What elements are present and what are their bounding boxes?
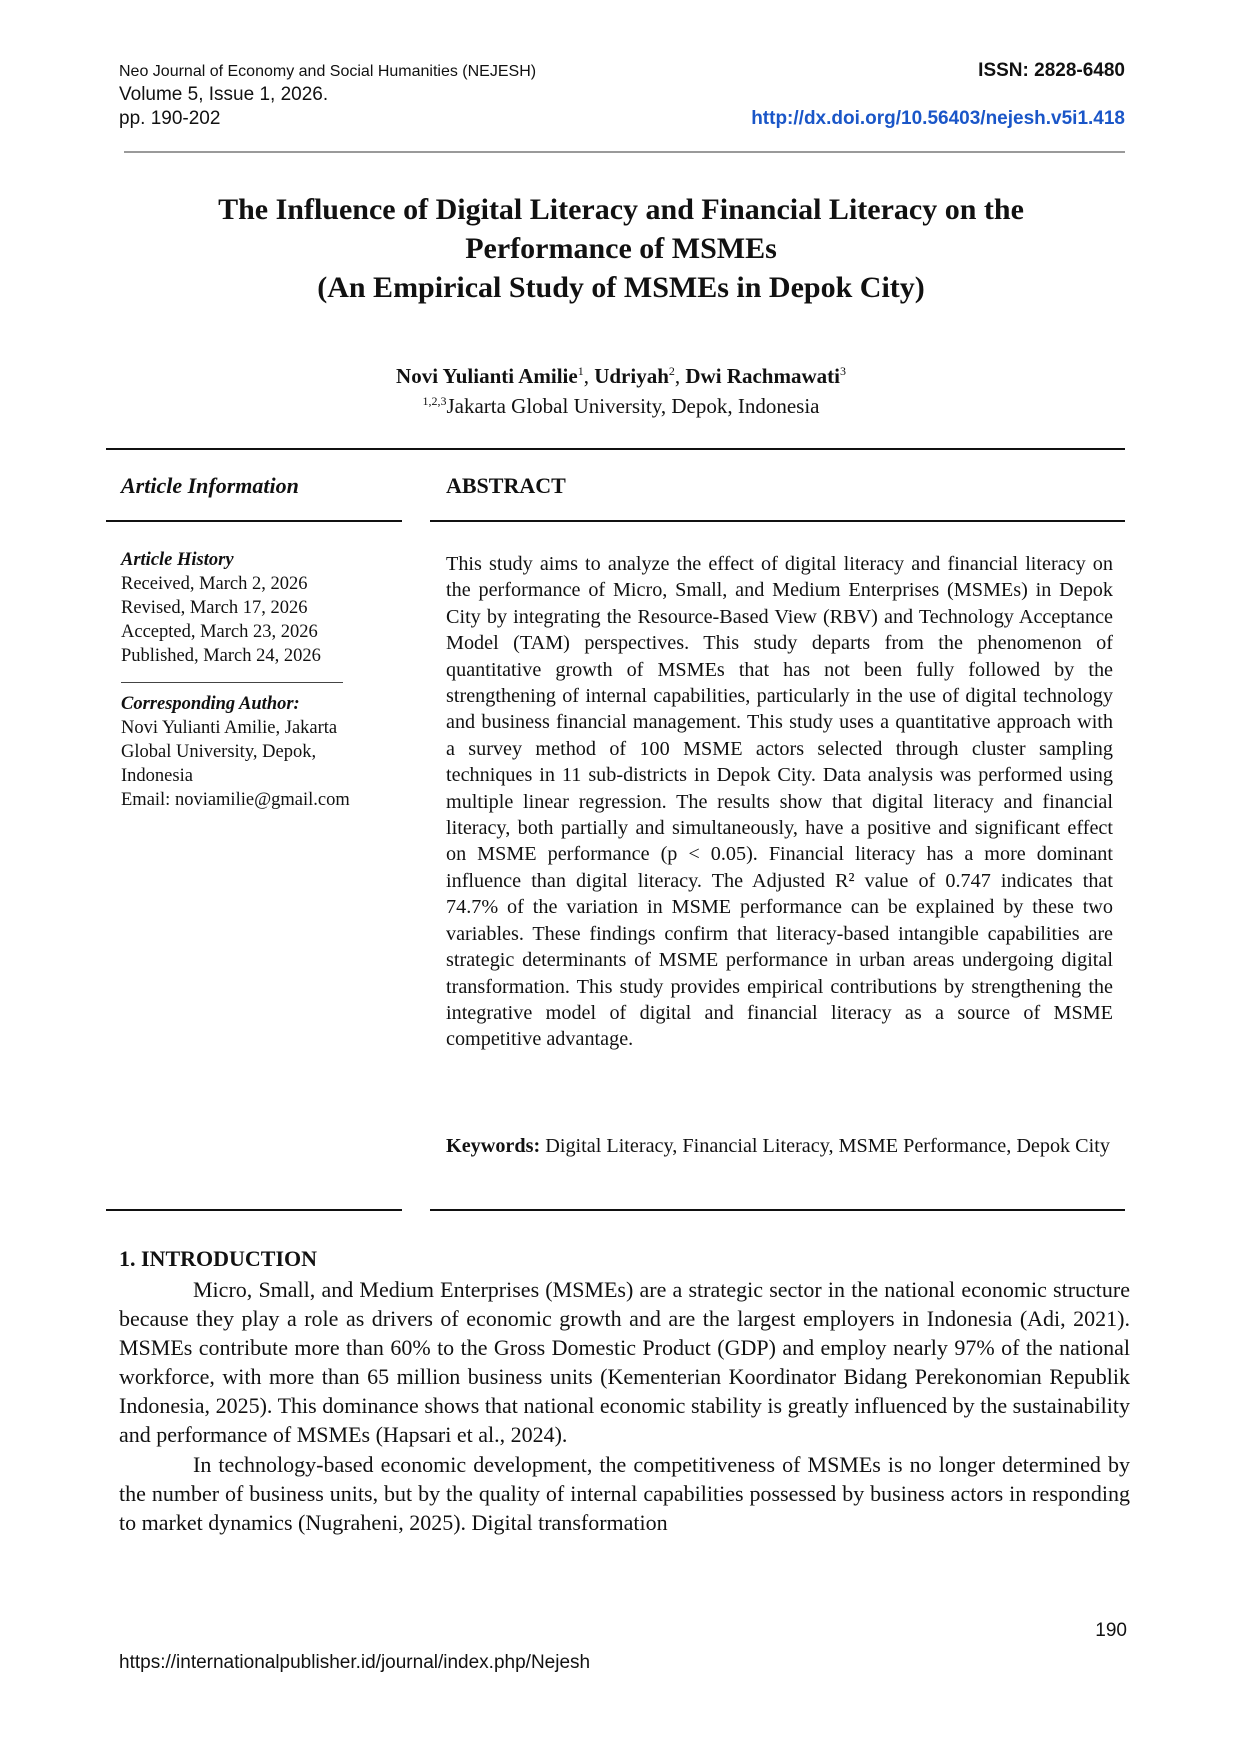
page-range: pp. 190-202 <box>119 108 221 129</box>
running-header <box>119 60 1125 130</box>
author-affil-mark: 3 <box>839 364 846 378</box>
corresponding-author-line: Indonesia <box>121 766 193 786</box>
abstract-heading-rule <box>430 520 1125 522</box>
published-date: Published, March 24, 2026 <box>121 646 321 666</box>
infobox-top-rule <box>106 448 1125 450</box>
affiliation-marks: 1,2,3 <box>422 394 447 408</box>
introduction-body <box>119 1275 1130 1537</box>
article-info-heading: Article Information <box>121 473 299 498</box>
paragraph: In technology-based economic development, the competitiveness of MSMEs is no longer determined by the number of business units, but by the quality of internal capabilities possessed by business actors in responding to market dynamics (Nugraheni, 2025). Digital transformation <box>119 1451 1130 1535</box>
title-line-3: (An Empirical Study of MSMEs in Depok City) <box>317 271 925 304</box>
author-affil-mark: 1 <box>577 364 584 378</box>
author-name: Dwi Rachmawati <box>685 364 840 388</box>
article-info-panel <box>121 548 411 812</box>
keywords <box>446 1133 1113 1159</box>
keywords-list: Digital Literacy, Financial Literacy, MSME Performance, Depok City <box>545 1135 1110 1157</box>
volume-issue: Volume 5, Issue 1, 2026. <box>119 84 329 105</box>
author-affil-mark: 2 <box>668 364 675 378</box>
footer-url[interactable]: https://internationalpublisher.id/journal/index.php/Nejesh <box>119 1652 591 1673</box>
info-bottom-rule <box>106 1209 402 1211</box>
abstract-heading: ABSTRACT <box>446 473 566 498</box>
keywords-label: Keywords: <box>446 1135 541 1157</box>
doi-link[interactable]: http://dx.doi.org/10.56403/nejesh.v5i1.418 <box>751 108 1125 129</box>
corresponding-email: Email: noviamilie@gmail.com <box>121 790 350 810</box>
received-date: Received, March 2, 2026 <box>121 574 308 594</box>
info-heading-rule <box>106 520 402 522</box>
page-number: 190 <box>1095 1620 1127 1641</box>
journal-name: Neo Journal of Economy and Social Humanities (NEJESH) <box>119 63 537 80</box>
author-list: Novi Yulianti Amilie$^1$, Udriyah$^2$, Dwi Rachmawati$^3$ <box>396 364 846 388</box>
issn: ISSN: 2828-6480 <box>978 60 1125 81</box>
title-line-1: The Influence of Digital Literacy and Financial Literacy on the <box>218 193 1024 226</box>
article-history-label: Article History <box>121 550 234 570</box>
corresponding-author-label: Corresponding Author: <box>121 694 300 714</box>
corresponding-author-line: Novi Yulianti Amilie, Jakarta <box>121 718 338 738</box>
abstract-text: This study aims to analyze the effect of digital literacy and financial literacy on the performance of Micro, Small, and Medium Enterprises (MSMEs) in Depok City by integrating the Resource-Based View (RBV) and Technology Acceptance Model (TAM) perspectives. This study departs from the phenomenon of quantitative growth of MSMEs that has not been fully followed by the strengthening of internal capabilities, particularly in the use of digital technology and business financial management. This study uses a quantitative approach with a survey method of 100 MSME actors selected through cluster sampling techniques in 11 sub-districts in Depok City. Data analysis was performed using multiple linear regression. The results show that digital literacy and financial literacy, both partially and simultaneously, have a positive and significant effect on MSME performance (p < 0.05). Financial literacy has a more dominant influence than digital literacy. The Adjusted R² value of 0.747 indicates that 74.7% of the variation in MSME performance can be explained by these two variables. These findings confirm that literacy-based intangible capabilities are strategic determinants of MSME performance in urban areas undergoing digital transformation. This study provides empirical contributions by strengthening the integrative model of digital and financial literacy as a source of MSME competitive advantage. <box>446 553 1113 1051</box>
affiliation <box>110 394 1132 419</box>
affiliation-text: Jakarta Global University, Depok, Indonesia <box>446 394 820 418</box>
article-title <box>110 190 1132 307</box>
header-divider <box>124 151 1125 153</box>
revised-date: Revised, March 17, 2026 <box>121 598 308 618</box>
introduction-heading: 1. INTRODUCTION <box>119 1246 318 1271</box>
author-name: Udriyah <box>594 364 669 388</box>
author-name: Novi Yulianti Amilie <box>396 364 578 388</box>
accepted-date: Accepted, March 23, 2026 <box>121 622 318 642</box>
corresponding-author-line: Global University, Depok, <box>121 742 317 762</box>
info-separator <box>121 682 343 683</box>
paragraph: Micro, Small, and Medium Enterprises (MSMEs) are a strategic sector in the national economic structure because they play a role as drivers of economic growth and are the largest employers in Indonesia (Adi, 2021). MSMEs contribute more than 60% to the Gross Domestic Product (GDP) and employ nearly 97% of the national workforce, with more than 65 million business units (Kementerian Koordinator Bidang Perekonomian Republik Indonesia, 2025). This dominance shows that national economic stability is greatly influenced by the sustainability and performance of MSMEs (Hapsari et al., 2024). <box>119 1277 1130 1448</box>
abstract-bottom-rule <box>430 1209 1125 1211</box>
title-line-2: Performance of MSMEs <box>465 232 777 265</box>
